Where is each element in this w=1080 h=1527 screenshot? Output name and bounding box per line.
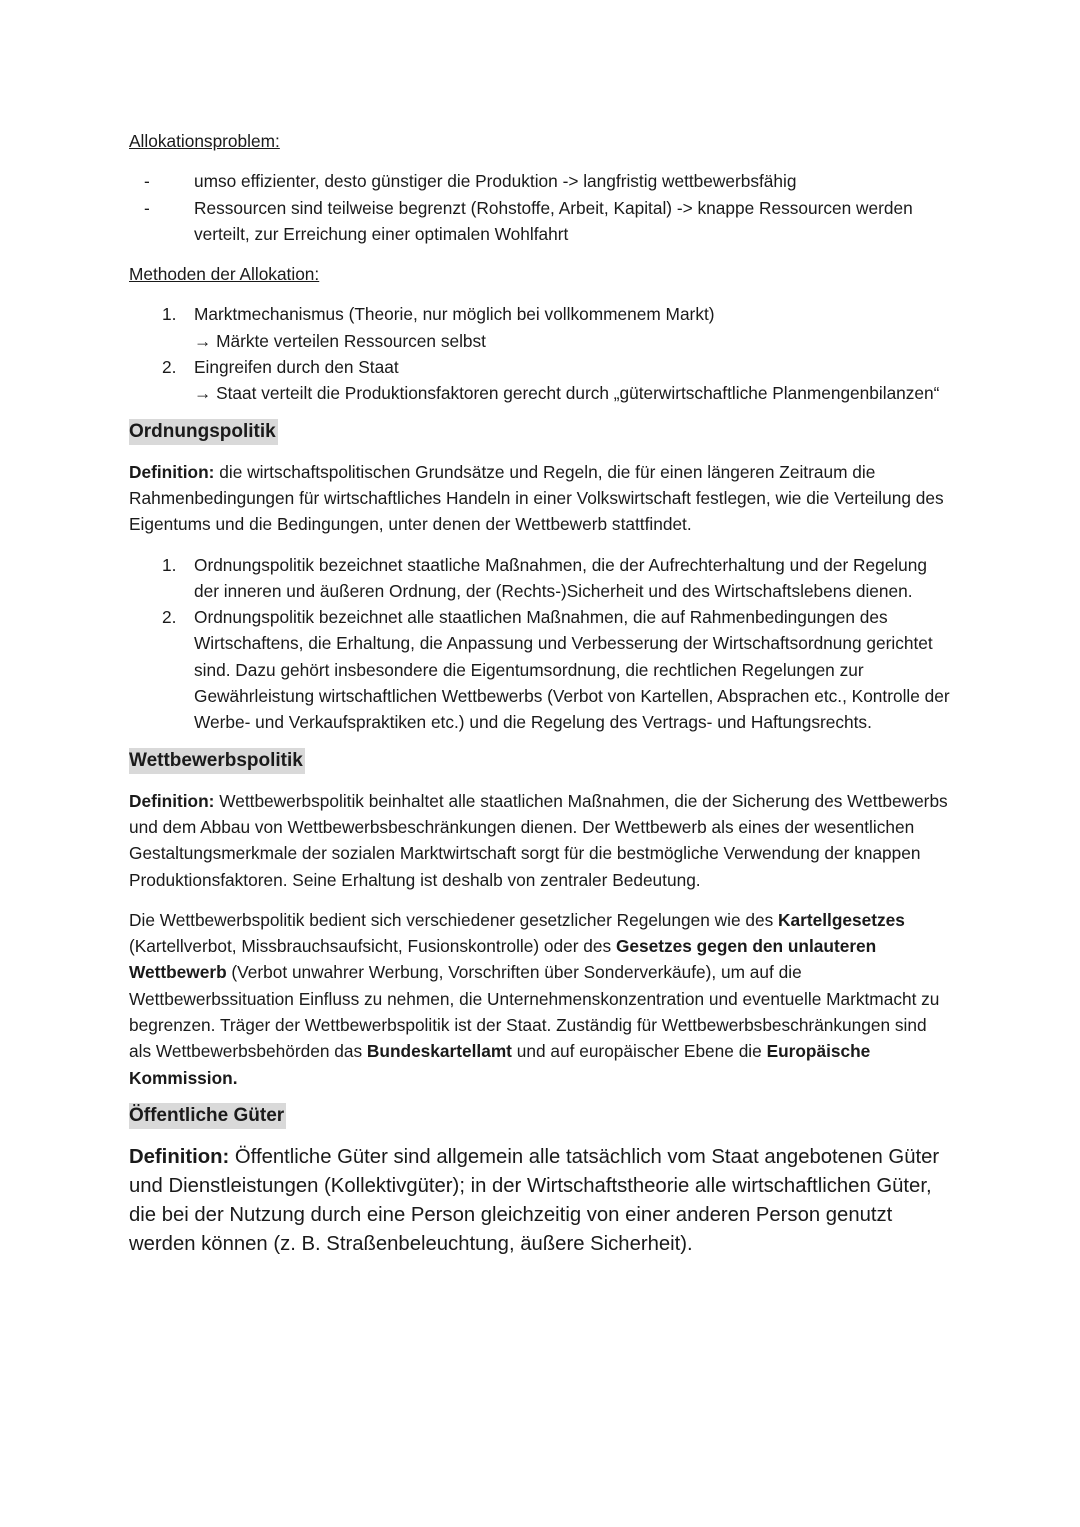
list-item xyxy=(129,354,951,407)
list-item xyxy=(129,168,951,194)
ordnungspolitik-section xyxy=(129,419,951,736)
list-item xyxy=(129,195,951,248)
bold-term: Kartellgesetzes xyxy=(778,909,905,930)
list-item-text: Ordnungspolitik bezeichnet staatliche Maßnahmen, die der Aufrechterhaltung und der Regelung der inneren und äußeren Ordnung, der (Rechts-)Sicherheit und des Wirtschaftslebens dienen. xyxy=(194,554,927,601)
text-run: Die Wettbewerbspolitik bedient sich verschiedener gesetzlicher Regelungen wie des xyxy=(129,909,779,930)
list-item-text: Ordnungspolitik bezeichnet alle staatlichen Maßnahmen, die auf Rahmenbedingungen des Wirtschaftens, die Erhaltung, die Anpassung und Verbesserung der Wirtschaftsordnung gerichtet sind. Dazu gehört insbesondere die Eigentumsordnung, die rechtlichen Regelungen zur Gewährleistung wirtschaftlichen Wettbewerbs (Verbot von Kartellen, Absprachen etc., Kontrolle der Werbe- und Verkaufspraktiken etc.) und die Regelung des Vertrags- und Haftungsrechts. xyxy=(194,607,950,733)
list-number: 1. xyxy=(162,554,177,575)
allokation-list xyxy=(129,168,951,247)
list-item-text: Marktmechanismus (Theorie, nur möglich bei vollkommenem Markt) xyxy=(194,304,715,325)
definition-label: Definition: xyxy=(129,790,215,811)
definition-label: Definition: xyxy=(129,1145,230,1168)
definition-text: Öffentliche Güter sind allgemein alle tatsächlich vom Staat angebotenen Güter und Dienstleistungen (Kollektivgüter); in der Wirtschaftstheorie alle wirtschaftlichen Güter, die bei der Nutzung durch eine Person gleichzeitig von einer anderen Person genutzt werden können (z. B. Straßenbeleuchtung, äußere Sicherheit). xyxy=(129,1145,940,1255)
methoden-heading: Methoden der Allokation: xyxy=(129,264,320,285)
list-item xyxy=(129,552,951,605)
text-run: (Verbot unwahrer Werbung, Vorschriften über Sonderverkäufe), um auf die Wettbewerbssituation Einfluss zu nehmen, die Unternehmenskonzentration und eventuelle Marktmacht zu begrenzen. Träger der Wettbewerbspolitik ist der Staat. Zuständig für Wettbewerbsbeschränkungen sind als Wettbewerbsbehörden das xyxy=(129,962,940,1062)
list-item-text: Ressourcen sind teilweise begrenzt (Rohstoffe, Arbeit, Kapital) -> knappe Ressourcen werden verteilt, zur Erreichung einer optimalen Wohlfahrt xyxy=(194,197,913,244)
bold-term: Europäische Kommission. xyxy=(129,1041,871,1088)
list-number: 2. xyxy=(162,357,177,378)
text-run: (Kartellverbot, Missbrauchsaufsicht, Fusionskontrolle) oder des xyxy=(129,936,616,957)
bold-term: Bundeskartellamt xyxy=(366,1041,512,1062)
section-heading: Öffentliche Güter xyxy=(129,1103,286,1129)
bold-term: Gesetzes gegen den unlauteren Wettbewerb xyxy=(129,936,877,983)
list-item-text: Eingreifen durch den Staat xyxy=(194,357,399,378)
arrow-subline: → Märkte verteilen Ressourcen selbst xyxy=(194,330,486,351)
definition-paragraph xyxy=(129,788,951,893)
dash-marker: - xyxy=(144,197,150,218)
list-item-text: umso effizienter, desto günstiger die Produktion -> langfristig wettbewerbsfähig xyxy=(194,171,797,192)
definition-text: Wettbewerbspolitik beinhaltet alle staatlichen Maßnahmen, die der Sicherung des Wettbewerbs und dem Abbau von Wettbewerbsbeschränkungen dienen. Der Wettbewerb als eines der wesentlichen Gestaltungsmerkmale der sozialen Marktwirtschaft sorgt für die bestmögliche Verwendung der knappen Produktionsfaktoren. Seine Erhaltung ist deshalb von zentraler Bedeutung. xyxy=(129,790,948,890)
document-content xyxy=(129,128,951,1259)
section-heading: Ordnungspolitik xyxy=(129,419,278,445)
list-number: 1. xyxy=(162,304,177,325)
list-number: 2. xyxy=(162,607,177,628)
dash-marker: - xyxy=(144,171,150,192)
arrow-subline: → Staat verteilt die Produktionsfaktoren gerecht durch „güterwirtschaftliche Planmengenbilanzen“ xyxy=(194,383,940,404)
definition-paragraph xyxy=(129,1143,951,1259)
list-item xyxy=(129,604,951,735)
ordnungspolitik-list xyxy=(129,552,951,736)
section-heading: Wettbewerbspolitik xyxy=(129,748,305,774)
text-run: und auf europäischer Ebene die xyxy=(511,1041,767,1062)
wettbewerbspolitik-section xyxy=(129,748,951,1091)
list-item xyxy=(129,301,951,354)
definition-text: die wirtschaftspolitischen Grundsätze und Regeln, die für einen längeren Zeitraum die Rahmenbedingungen für wirtschaftliches Handeln in einer Volkswirtschaft festlegen, wie die Verteilung des Eigentums und die Bedingungen, unter denen der Wettbewerb stattfindet. xyxy=(129,461,944,535)
methoden-list xyxy=(129,301,951,406)
allokation-heading: Allokationsproblem: xyxy=(129,131,280,151)
definition-label: Definition: xyxy=(129,461,215,482)
body-paragraph xyxy=(129,907,951,1091)
oeffentliche-gueter-section xyxy=(129,1103,951,1259)
definition-paragraph xyxy=(129,459,951,538)
